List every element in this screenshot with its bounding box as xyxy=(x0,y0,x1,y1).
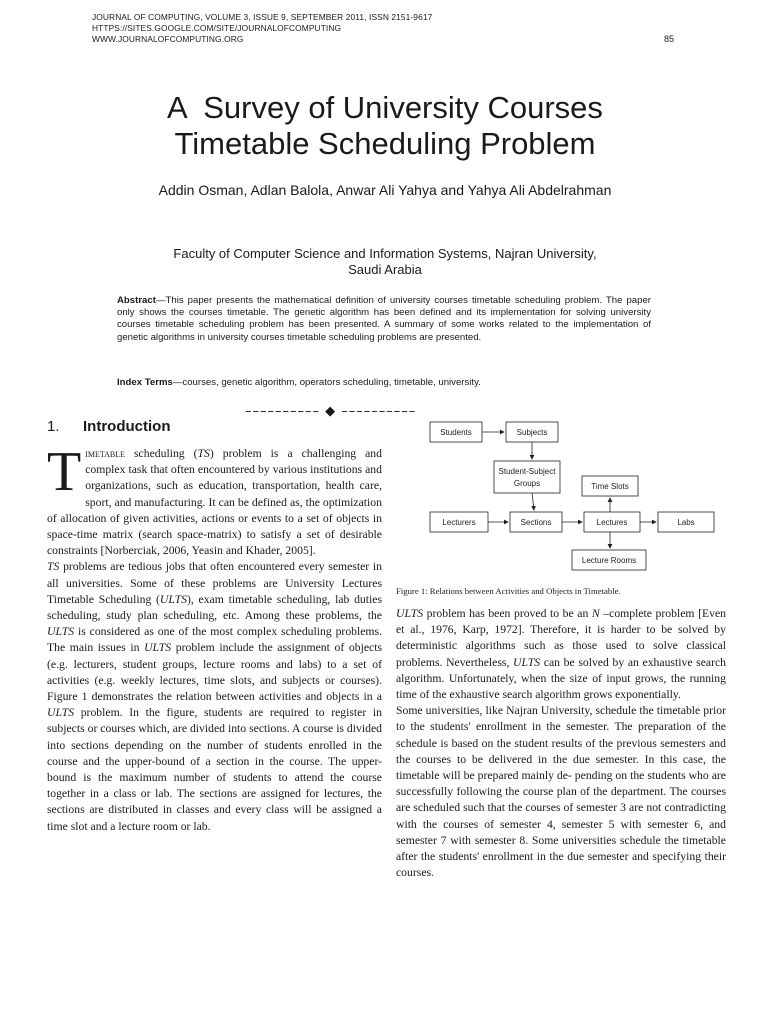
title-line-2: Timetable Scheduling Problem xyxy=(174,126,596,161)
paper-title xyxy=(40,90,730,162)
intro-p2-text-a: problems are tedious jobs that often encountered every semester in all universities. Some of these problems are University Lectures Timetable Scheduling ( xyxy=(47,560,382,606)
author-list: Addin Osman, Adlan Balola, Anwar Ali Yahya and Yahya Ali Abdelrahman xyxy=(158,182,612,198)
intro-p2-text-c: is considered as one of the most complex scheduling problems. The main issues in xyxy=(47,625,382,655)
abstract xyxy=(117,295,651,344)
header-url-line: HTTPS://SITES.GOOGLE.COM/SITE/JOURNALOFCOMPUTING xyxy=(92,23,342,33)
lecturers-label: Lecturers xyxy=(442,518,476,527)
figure-caption: Figure 1: Relations between Activities and Objects in Timetable. xyxy=(396,586,621,596)
labs-label: Labs xyxy=(677,518,695,527)
student-subject-groups-box xyxy=(494,461,560,493)
ults-term: ULTS xyxy=(396,607,424,620)
students-label: Students xyxy=(440,428,472,437)
student-subject-label: Student-Subject xyxy=(498,467,556,476)
drop-cap: T xyxy=(47,441,82,503)
ults-term: ULTS xyxy=(144,641,172,655)
groups-to-sections-arrow xyxy=(532,493,534,510)
intro-p2-text-d: problem include the assignment of objects (e.g. lecturers, student groups, lecture rooms and labs) to a set of activities (e.g. weekly lectures, time slots, and subjects or courses). Figure 1 demonstrates the relation between activities and objects in a xyxy=(47,641,383,704)
right-p1-text-a: problem has been proved to be an xyxy=(423,607,592,620)
intro-p1-text-b: ) problem is a challenging and complex task that often encountered by various institutions and organizations, such as education, transportation, health care, sport, and manufacturing. It can be defined as, the optimization of allocation of given activities, actions or events to a set of objects in space-time matrix (search space-matrix) to satisfy a set of desirable constraints [Norberciak, 2006, Yeasin and Khader, 2005]. xyxy=(47,447,382,558)
section-heading xyxy=(47,418,170,435)
affiliation-line-1: Faculty of Computer Science and Information Systems, Najran University, xyxy=(173,246,597,261)
ts-term: TS xyxy=(197,447,210,460)
groups-label: Groups xyxy=(513,479,541,488)
left-column xyxy=(47,441,383,835)
np-term: N xyxy=(591,607,600,620)
section-separator: –––––––––– ◆ –––––––––– xyxy=(245,404,417,419)
sections-label: Sections xyxy=(520,518,552,527)
section-number: 1. xyxy=(47,418,60,435)
figure-1-diagram xyxy=(400,414,730,579)
affiliation xyxy=(110,246,660,278)
section-title: Introduction xyxy=(83,418,171,435)
index-terms-text: —courses, genetic algorithm, operators scheduling, timetable, university. xyxy=(172,377,481,388)
intro-p2-text-b: ), exam timetable scheduling, lab duties scheduling, study plan scheduling, etc. Among these problems, the xyxy=(47,592,382,623)
lectures-label: Lectures xyxy=(596,518,628,527)
title-line-1: A Survey of University Courses xyxy=(167,90,603,125)
ults-term: ULTS xyxy=(47,706,75,720)
right-p1-text-b: –complete problem [Even et al., 1976, Karp, 1972]. Therefore, it is harder to be solved by deterministic algorithms such as those used to solve classical problems. Nevertheless, xyxy=(396,607,726,669)
ults-term: ULTS xyxy=(513,655,541,669)
abstract-label: Abstract xyxy=(117,295,156,306)
intro-paragraph-1 xyxy=(47,441,382,559)
header-site-line: WWW.JOURNALOFCOMPUTING.ORG xyxy=(92,34,244,44)
lead-in-smallcaps: imetable xyxy=(85,447,126,460)
index-terms xyxy=(117,377,651,388)
header-journal-line: JOURNAL OF COMPUTING, VOLUME 3, ISSUE 9, SEPTEMBER 2011, ISSN 2151-9617 xyxy=(92,12,433,22)
subjects-label: Subjects xyxy=(516,428,548,437)
abstract-text: —This paper presents the mathematical definition of university courses timetable scheduling problem. The paper only shows the courses timetable. The genetic algorithm has been defined and its implementation for solving university courses timetable scheduling problem has been presented. A summary of some works related to the implementation of genetic algorithms in university courses timetable scheduling problems are presented. xyxy=(117,295,651,343)
time-slots-label: Time Slots xyxy=(591,482,629,491)
right-paragraph-2: Some universities, like Najran University, schedule the timetable prior to the students' enrollment in the semester. The preparation of the schedule is based on the student results of the previous semesters and the courses to be delivered in the due semester. In this case, the timetable will be prepared mainly de- pending on the students who are successfully following the course plan of the department. The courses are scheduled such that the courses of semester 3 are not contradicting with the courses of semester 4, semester 5 with semester 6, and semester 7 with semester 8. Some universities schedule the timetable after the students' enrollment in the due semester and specifying their courses. xyxy=(396,704,726,880)
intro-p1-text-a: scheduling ( xyxy=(125,447,198,460)
index-terms-label: Index Terms xyxy=(117,377,173,388)
affiliation-line-2: Saudi Arabia xyxy=(348,262,422,277)
intro-paragraph-2 xyxy=(47,559,382,834)
page-number: 85 xyxy=(664,34,675,44)
ults-term: ULTS xyxy=(159,592,187,606)
right-paragraph-1 xyxy=(396,606,726,703)
right-p1-text-c: can be solved by an exhaustive search algorithm. Unfortunately, when the size of input grows, the running time of the exhaustive search algorithm grows exponentially. xyxy=(396,655,727,702)
lecture-rooms-label: Lecture Rooms xyxy=(581,556,637,565)
intro-p2-text-e: problem. In the figure, students are required to register in subjects or courses which, are divided into sections. A course is divided into sections depending on the number of students enrolled in the course and the upper-bound of a section in the course. The upper-bound is the maximum number of students to attend the course together in a class or lab. The sections are assigned for lectures, the sections are distributed in classes and every class will be assigned a time slot and a lecture room or lab. xyxy=(47,706,382,833)
journal-header xyxy=(92,12,692,45)
ults-term: ULTS xyxy=(47,625,75,639)
ts-term: TS xyxy=(47,560,60,574)
right-column xyxy=(396,606,726,881)
